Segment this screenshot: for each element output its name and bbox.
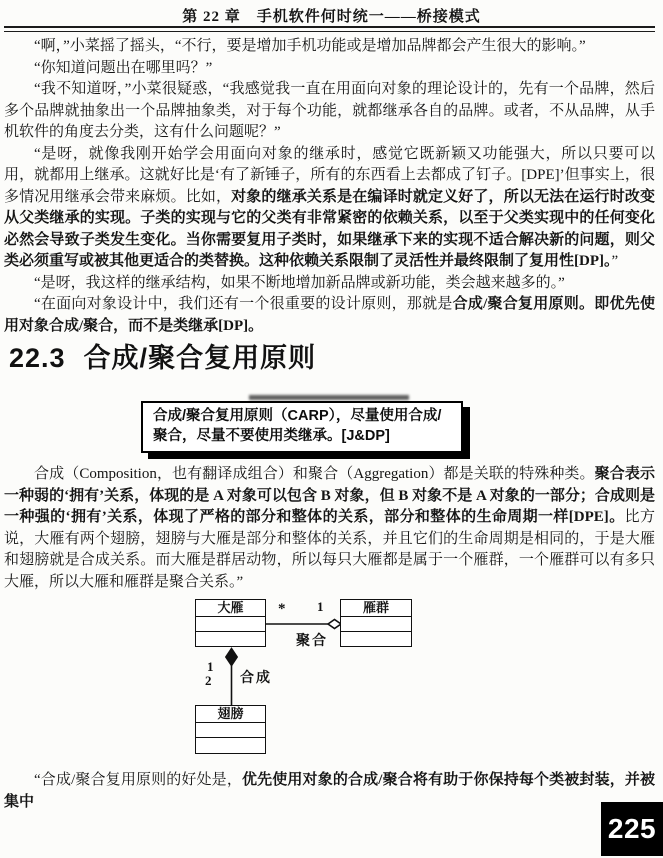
body-text-middle (4, 464, 655, 593)
multiplicity-two: 2 (205, 673, 212, 688)
text-run: “合成/聚合复用原则的好处是， (34, 772, 242, 788)
composition-label: 合成 (240, 669, 272, 685)
uml-operations-compartment (196, 632, 265, 646)
paragraph (4, 79, 655, 144)
uml-operations-compartment (196, 738, 265, 753)
text-run: 比方说，大雁有两个翅膀，翅膀与大雁是部分和整体的关系，并且它们的生命周期是相同的，于是大雁和翅膀就是合成关系。而大雁是群居动物，所以每只大雁都是属于一个雁群，一个雁群可以有多只大雁，所以大雁和雁群是聚合关系。” (4, 509, 655, 590)
paragraph (4, 58, 655, 80)
body-text-bottom (4, 770, 655, 813)
multiplicity-one: 1 (317, 599, 324, 614)
page-number-tab: 225 (601, 802, 663, 856)
uml-class-name: 雁群 (341, 600, 411, 617)
paragraph (4, 273, 655, 295)
uml-diagram (0, 598, 663, 758)
multiplicity-one: 1 (207, 659, 214, 674)
paragraph (4, 144, 655, 273)
text-run: “你知道问题出在哪里吗？” (34, 59, 213, 76)
emphasized-text: 合成/聚合复用原则。即优先使用对象合成/聚合，而不是类继承[DP]。 (4, 296, 655, 334)
uml-class-name: 大雁 (196, 600, 265, 617)
text-run: “啊，”小菜摇了摇头，“不行，要是增加手机功能或是增加品牌都会产生很大的影响。” (34, 38, 586, 54)
emphasized-text: 对象的继承关系是在编译时就定义好了，所以无法在运行时改变从父类继承的实现。子类的实现与它的父类有非常紧密的依赖关系，以至于父类实现中的任何变化必然会导致子类发生变化。当你需要复用子类时，如果继承下来的实现不适合解决新的问题，则父类必须重写或被其他更适合的类替换。这种依赖关系限制了灵活性并最终限制了复用性[DP]。 (4, 188, 655, 269)
uml-connectors (0, 598, 663, 758)
paragraph (4, 770, 655, 813)
aggregation-label: 聚合 (296, 632, 328, 648)
text-run: ” (611, 253, 619, 269)
uml-attributes-compartment (196, 723, 265, 738)
scan-artifact (249, 395, 409, 400)
header-rule (4, 26, 655, 32)
uml-class-dayan (195, 599, 266, 647)
multiplicity-star: * (278, 601, 286, 617)
uml-operations-compartment (341, 632, 411, 646)
section-title: 合成/聚合复用原则 (83, 343, 317, 373)
text-run: 合成（Composition，也有翻译成组合）和聚合（Aggregation）都是关联的特殊种类。 (34, 466, 595, 482)
text-run: “在面向对象设计中，我们还有一个很重要的设计原则，那就是 (34, 296, 453, 312)
text-run: “我不知道呀，”小菜很疑惑，“我感觉我一直在用面向对象的理论设计的，先有一个品牌，然后多个品牌就抽象出一个品牌抽象类，对于每个功能，就都继承各自的品牌。或者，不从品牌，从手机软件的角度去分类，这有什么问题呢？” (4, 81, 655, 140)
section-heading (9, 336, 316, 375)
paragraph (4, 464, 655, 593)
text-run: “是呀，就像我刚开始学会用面向对象的继承时，感觉它既新颖又功能强大，所以只要可以用，就都用上继承。这就好比是‘有了新锤子，所有的东西看上去都成了钉子。[DPE]’但事实上，很多情况用继承会带来麻烦。比如， (4, 145, 655, 205)
section-number: 22.3 (9, 343, 66, 373)
paragraph (4, 294, 655, 337)
uml-class-chibang (195, 705, 266, 754)
principle-box: 合成/聚合复用原则（CARP），尽量使用合成/聚合，尽量不要使用类继承。[J&DP] (141, 401, 463, 453)
chapter-header: 第 22 章 手机软件何时统一——桥接模式 (182, 9, 481, 25)
text-run: “是呀，我这样的继承结构，如果不断地增加新品牌或新功能，类会越来越多的。” (34, 274, 565, 291)
emphasized-text: 聚合表示一种弱的‘拥有’关系，体现的是 A 对象可以包含 B 对象，但 B 对象不是 A 对象的一部分；合成则是一种强的‘拥有’关系，体现了严格的部分和整体的关系，部分和整体的生命周期一样[DPE]。 (4, 466, 655, 525)
emphasized-text: 优先使用对象的合成/聚合将有助于你保持每个类被封装，并被集中 (4, 772, 656, 810)
uml-attributes-compartment (341, 617, 411, 632)
body-text-top (4, 36, 655, 337)
composition-diamond-icon (226, 648, 238, 666)
uml-attributes-compartment (196, 617, 265, 632)
uml-class-yanqun (340, 599, 412, 647)
uml-class-name: 翅膀 (196, 706, 265, 723)
paragraph (4, 36, 655, 58)
